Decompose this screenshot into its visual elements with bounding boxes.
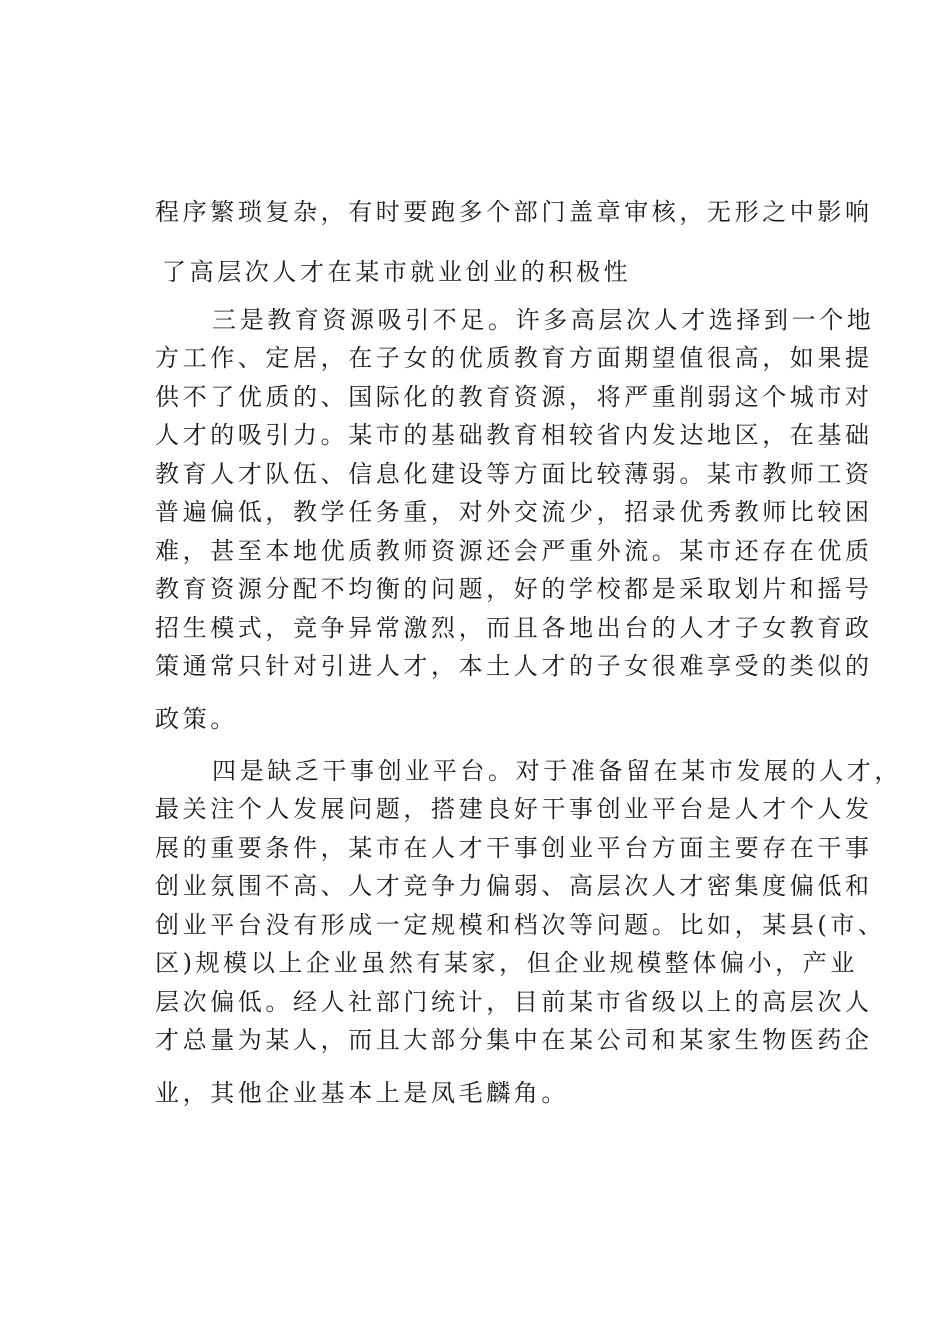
text-line: 招生模式，竞争异常激烈，而且各地出台的人才子女教育政	[155, 614, 873, 642]
paragraph-first-line: 三是教育资源吸引不足。许多高层次人才选择到一个地	[212, 306, 875, 334]
paragraph-first-line: 四是缺乏干事创业平台。对于准备留在某市发展的人才，	[212, 757, 902, 785]
text-line: 供不了优质的、国际化的教育资源，将严重削弱这个城市对	[155, 383, 873, 411]
text-line: 创业氛围不高、人才竞争力偏弱、高层次人才密集度偏低和	[155, 872, 873, 900]
text-line: 程序繁琐复杂，有时要跑多个部门盖章审核，无形之中影响	[155, 198, 873, 226]
text-line: 了高层次人才在某市就业创业的积极性	[162, 258, 632, 286]
text-line: 最关注个人发展问题，搭建良好干事创业平台是人才个人发	[155, 795, 873, 823]
text-line: 业，其他企业基本上是凤毛麟角。	[155, 1079, 569, 1107]
text-line: 层次偏低。经人社部门统计，目前某市省级以上的高层次人	[155, 988, 873, 1016]
text-line: 才总量为某人，而且大部分集中在某公司和某家生物医药企	[155, 1026, 873, 1054]
text-line: 普遍偏低，教学任务重，对外交流少，招录优秀教师比较困	[155, 498, 873, 526]
text-line: 政策。	[155, 705, 238, 733]
text-line: 教育人才队伍、信息化建设等方面比较薄弱。某市教师工资	[155, 460, 873, 488]
text-line: 创业平台没有形成一定规模和档次等问题。比如，某县(市、	[155, 911, 886, 939]
text-line: 难，甚至本地优质教师资源还会严重外流。某市还存在优质	[155, 537, 873, 565]
text-line: 教育资源分配不均衡的问题，好的学校都是采取划片和摇号	[155, 575, 873, 603]
text-line: 策通常只针对引进人才，本土人才的子女很难享受的类似的	[155, 652, 873, 680]
text-line: 方工作、定居，在子女的优质教育方面期望值很高，如果提	[155, 344, 873, 372]
text-line: 区)规模以上企业虽然有某家，但企业规模整体偏小，产业	[155, 949, 858, 977]
text-line: 人才的吸引力。某市的基础教育相较省内发达地区，在基础	[155, 421, 873, 449]
text-line: 展的重要条件，某市在人才干事创业平台方面主要存在干事	[155, 834, 873, 862]
